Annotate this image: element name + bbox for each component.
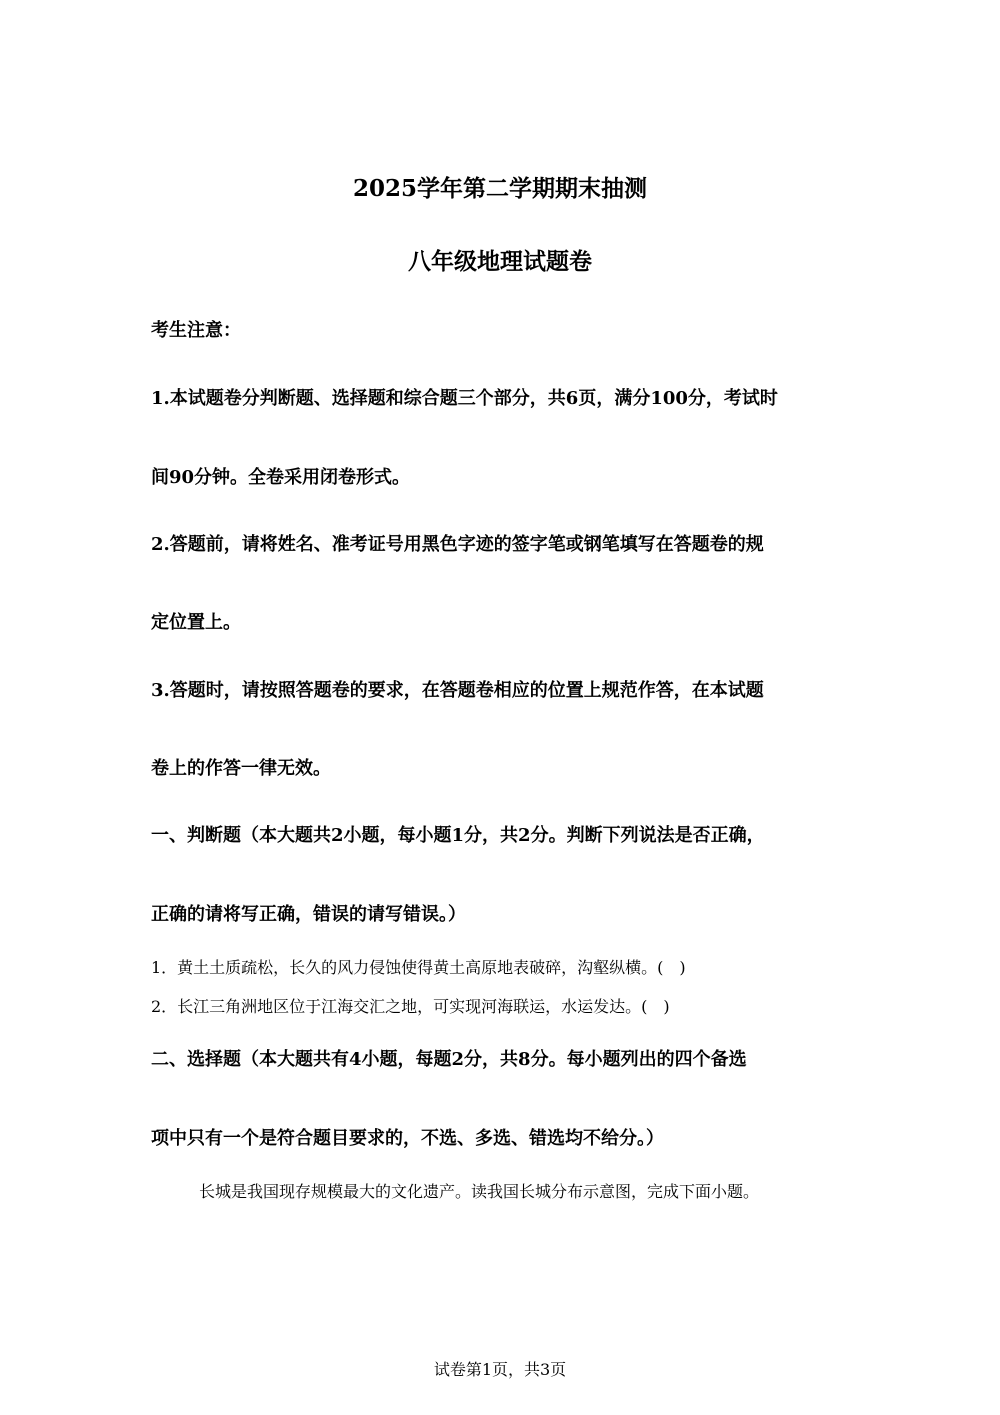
notice-heading: 考生注意： <box>151 320 241 341</box>
notice-item-1-line2: 间90分钟。全卷采用闭卷形式。 <box>151 467 411 488</box>
notice-item-3-line2: 卷上的作答一律无效。 <box>151 758 331 779</box>
notice-item-1-line1: 1.本试题卷分判断题、选择题和综合题三个部分，共6页，满分100分，考试时 <box>151 388 778 409</box>
exam-title: 2025学年第二学期期末抽测 <box>352 175 647 202</box>
notice-item-2-line1: 2.答题前，请将姓名、准考证号用黑色字迹的签字笔或钢笔填写在答题卷的规 <box>151 534 764 555</box>
notice-item-3-line1: 3.答题时，请按照答题卷的要求，在答题卷相应的位置上规范作答，在本试题 <box>151 680 764 701</box>
notice-item-2-line2: 定位置上。 <box>151 612 241 633</box>
section2-heading-line1: 二、选择题（本大题共有4小题，每题2分，共8分。每小题列出的四个备选 <box>151 1049 747 1070</box>
section1-heading-line1: 一、判断题（本大题共2小题，每小题1分，共2分。判断下列说法是否正确， <box>151 825 765 846</box>
section1-heading-line2: 正确的请将写正确，错误的请写错误。） <box>151 904 466 925</box>
page-footer: 试卷第1页，共3页 <box>433 1360 567 1379</box>
section2-heading-line2: 项中只有一个是符合题目要求的，不选、多选、错选均不给分。） <box>151 1128 664 1149</box>
question-2: 2．长江三角洲地区位于江海交汇之地，可实现河海联运，水运发达。( ) <box>151 997 670 1016</box>
question-1: 1．黄土土质疏松，长久的风力侵蚀使得黄土高原地表破碎，沟壑纵横。( ) <box>151 958 686 977</box>
exam-subtitle: 八年级地理试题卷 <box>408 248 592 275</box>
section2-intro: 长城是我国现存规模最大的文化遗产。读我国长城分布示意图，完成下面小题。 <box>199 1182 760 1201</box>
